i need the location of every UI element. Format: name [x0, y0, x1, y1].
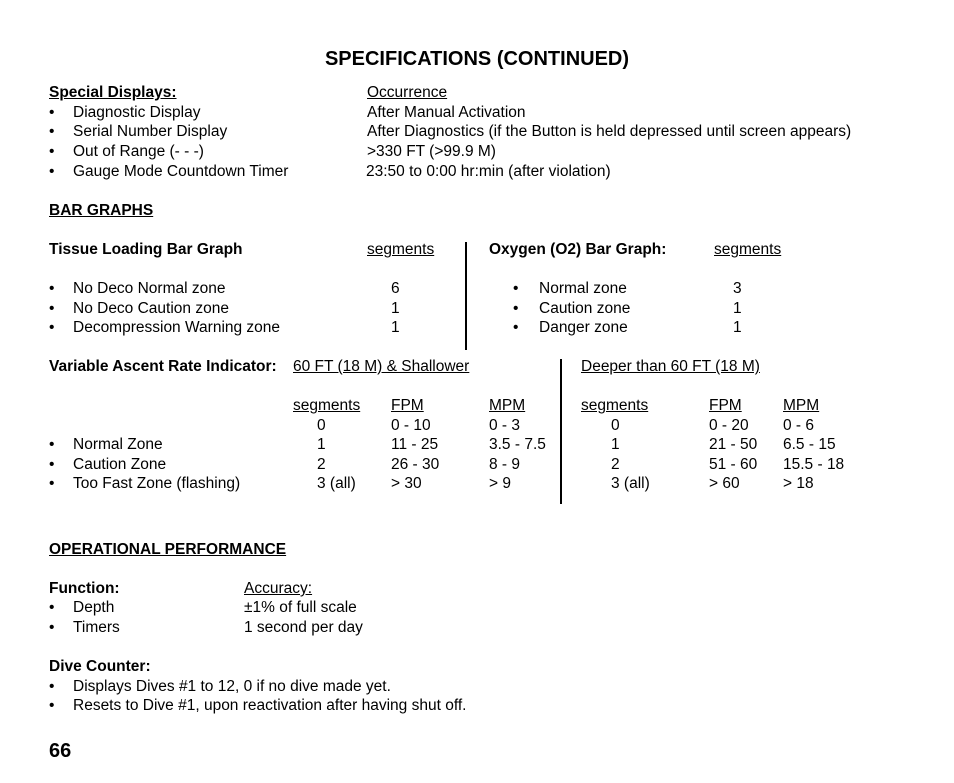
- shallow-mpm-cell: 8 - 9: [489, 456, 521, 473]
- bullet: •: [513, 300, 519, 317]
- shallow-mpm-cell: 0 - 3: [489, 417, 521, 434]
- ascent-zone-name: Too Fast Zone (flashing): [73, 475, 241, 492]
- bullet: •: [49, 163, 55, 180]
- special-displays-heading: Special Displays:: [49, 84, 177, 101]
- function-accuracy: 1 second per day: [244, 619, 363, 636]
- function-header: Function:: [49, 580, 120, 597]
- bullet: •: [49, 599, 55, 616]
- deep-fpm-header: FPM: [709, 397, 742, 414]
- accuracy-header: Accuracy:: [244, 580, 313, 597]
- oxygen-segments-header: segments: [714, 241, 782, 258]
- dive-counter-item: Resets to Dive #1, upon reactivation after having shut off.: [73, 697, 467, 714]
- shallow-fpm-cell: 11 - 25: [391, 436, 439, 453]
- shallow-segments-cell: 3 (all): [317, 475, 356, 492]
- deep-mpm-cell: 6.5 - 15: [783, 436, 836, 453]
- shallow-segments-cell: 0: [317, 417, 326, 434]
- tissue-loading-heading: Tissue Loading Bar Graph: [49, 241, 243, 258]
- tissue-zone-segments: 6: [391, 280, 400, 297]
- deep-segments-cell: 2: [611, 456, 620, 473]
- deep-mpm-cell: 15.5 - 18: [783, 456, 845, 473]
- function-name: Depth: [73, 599, 115, 616]
- bar-graph-divider: [465, 242, 467, 350]
- tissue-zone-segments: 1: [391, 319, 400, 336]
- shallow-segments-cell: 2: [317, 456, 326, 473]
- shallow-fpm-cell: 0 - 10: [391, 417, 431, 434]
- bullet: •: [49, 319, 55, 336]
- dive-counter-heading: Dive Counter:: [49, 658, 151, 675]
- ascent-zone-name: Normal Zone: [73, 436, 163, 453]
- oxygen-zone-name: Normal zone: [539, 280, 627, 297]
- ascent-zone-name: Caution Zone: [73, 456, 167, 473]
- shallow-header: 60 FT (18 M) & Shallower: [293, 358, 470, 375]
- oxygen-zone-segments: 1: [733, 300, 742, 317]
- bar-graphs-heading: BAR GRAPHS: [49, 202, 154, 219]
- oxygen-bar-graph-heading: Oxygen (O2) Bar Graph:: [489, 241, 667, 258]
- ascent-divider: [560, 359, 562, 504]
- oxygen-zone-name: Caution zone: [539, 300, 631, 317]
- oxygen-zone-segments: 1: [733, 319, 742, 336]
- bullet: •: [49, 280, 55, 297]
- deep-mpm-cell: 0 - 6: [783, 417, 815, 434]
- bullet: •: [513, 319, 519, 336]
- bullet: •: [513, 280, 519, 297]
- deep-header: Deeper than 60 FT (18 M): [581, 358, 760, 375]
- shallow-segments-header: segments: [293, 397, 361, 414]
- deep-fpm-cell: 21 - 50: [709, 436, 758, 453]
- page-title: SPECIFICATIONS (CONTINUED): [324, 48, 630, 70]
- tissue-zone-segments: 1: [391, 300, 400, 317]
- special-display-name: Out of Range (- - -): [73, 143, 204, 160]
- bullet: •: [49, 143, 55, 160]
- oxygen-zone-name: Danger zone: [539, 319, 628, 336]
- bullet: •: [49, 619, 55, 636]
- special-display-name: Gauge Mode Countdown Timer: [73, 163, 289, 180]
- deep-segments-cell: 3 (all): [611, 475, 650, 492]
- shallow-mpm-header: MPM: [489, 397, 526, 414]
- shallow-mpm-cell: > 9: [489, 475, 511, 492]
- bullet: •: [49, 436, 55, 453]
- shallow-fpm-cell: > 30: [391, 475, 422, 492]
- page-number: 66: [49, 740, 72, 762]
- special-display-occurrence: After Diagnostics (if the Button is held depressed until screen appears): [367, 123, 852, 140]
- function-name: Timers: [73, 619, 120, 636]
- deep-mpm-header: MPM: [783, 397, 820, 414]
- bullet: •: [49, 697, 55, 714]
- shallow-fpm-cell: 26 - 30: [391, 456, 440, 473]
- dive-counter-item: Displays Dives #1 to 12, 0 if no dive made yet.: [73, 678, 391, 695]
- deep-segments-cell: 0: [611, 417, 620, 434]
- deep-fpm-cell: > 60: [709, 475, 740, 492]
- function-accuracy: ±1% of full scale: [244, 599, 357, 616]
- special-display-name: Diagnostic Display: [73, 104, 201, 121]
- shallow-segments-cell: 1: [317, 436, 326, 453]
- bullet: •: [49, 678, 55, 695]
- deep-fpm-cell: 51 - 60: [709, 456, 758, 473]
- shallow-mpm-cell: 3.5 - 7.5: [489, 436, 546, 453]
- bullet: •: [49, 475, 55, 492]
- deep-segments-header: segments: [581, 397, 649, 414]
- deep-fpm-cell: 0 - 20: [709, 417, 749, 434]
- tissue-zone-name: Decompression Warning zone: [73, 319, 281, 336]
- special-display-name: Serial Number Display: [73, 123, 228, 140]
- tissue-zone-name: No Deco Caution zone: [73, 300, 229, 317]
- oxygen-zone-segments: 3: [733, 280, 742, 297]
- bullet: •: [49, 104, 55, 121]
- deep-mpm-cell: > 18: [783, 475, 814, 492]
- tissue-zone-name: No Deco Normal zone: [73, 280, 226, 297]
- bullet: •: [49, 300, 55, 317]
- special-display-occurrence: 23:50 to 0:00 hr:min (after violation): [366, 163, 611, 180]
- bullet: •: [49, 123, 55, 140]
- operational-performance-heading: OPERATIONAL PERFORMANCE: [49, 541, 287, 558]
- bullet: •: [49, 456, 55, 473]
- special-display-occurrence: >330 FT (>99.9 M): [367, 143, 496, 160]
- occurrence-header: Occurrence: [367, 84, 448, 101]
- ascent-rate-heading: Variable Ascent Rate Indicator:: [49, 358, 277, 375]
- special-display-occurrence: After Manual Activation: [367, 104, 526, 121]
- shallow-fpm-header: FPM: [391, 397, 424, 414]
- tissue-segments-header: segments: [367, 241, 435, 258]
- deep-segments-cell: 1: [611, 436, 620, 453]
